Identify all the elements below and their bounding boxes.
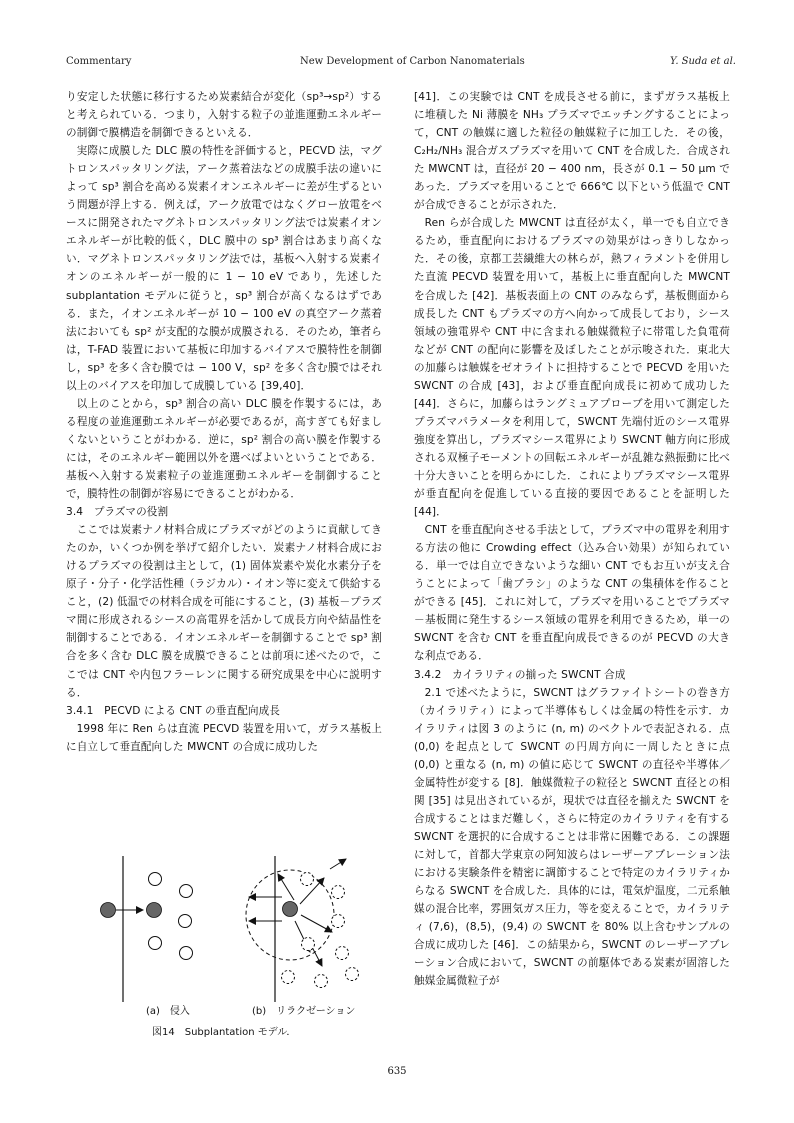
section-heading: 3.4.2 カイラリティの揃った SWCNT 合成	[414, 668, 626, 681]
running-header-center: New Development of Carbon Nanomaterials	[300, 56, 525, 67]
left-column	[66, 88, 382, 756]
paragraph: ここでは炭素ナノ材料合成にプラズマがどのように貢献してきたのか，いくつか例を挙げて紹介したい．炭素ナノ材料合成におけるプラズマの役割は主として，(1) 固体炭素や炭化水素分子を原子・分子・化学活性種（ラジカル）・イオン等に変えて供給すること，(2) 低温での材料合成を可能にすること，(3) 基板－プラズマ間に形成されるシースの高電界を活かして成長方向や結晶性を制御することである．イオンエネルギーを制御することで sp³ 割合を多く含む DLC 膜を成膜できることは前項に述べたので，ここでは CNT や内包フラーレンに関する研究成果を中心に説明する．	[66, 524, 382, 699]
paragraph: 2.1 で述べたように，SWCNT はグラファイトシートの巻き方（カイラリティ）によって半導体もしくは金属の特性を示す．カイラリティは図 3 のように (n, m) のベクトルで表記される．点 (0,0) を起点として SWCNT の円周方向に一周したときに点 (0,0) と重なる (n, m) の値に応じて SWCNT の直径や半導体／金属特性が変する [8]．触媒微粒子の粒径と SWCNT 直径との相関 [35] は見出されているが，現状では直径を揃えた SWCNT を合成することはまだ難しく，さらに特定のカイラリティを有する SWCNT を選択的に合成することは非常に困難である．この課題に対して，首都大学東京の阿知波らはレーザーアブレーション法における実験条件を精密に調節することで特定のカイラリティからなる SWCNT を合成した．具体的には，電気炉温度，二元系触媒の混合比率，雰囲気ガス圧力，等を変えることで，カイラリティ (7,6)，(8,5)，(9,4) の SWCNT を 80% 以上含むサンプルの合成に成功した [46]．この結果から，SWCNT のレーザーアブレーション合成において，SWCNT の前駆体である炭素が固溶した触媒金属微粒子が	[414, 686, 730, 988]
paragraph: 実際に成膜した DLC 膜の特性を評価すると，PECVD 法，マグトロンスパッタリング法，アーク蒸着法などの成膜手法の違いによって sp³ 割合を高める炭素イオンエネルギーに差が生ずるという問題が浮上する．例えば，アーク放電ではなくグロー放電をベースに開発されたマグネトロンスパッタリング法では炭素イオンエネルギーが比較的低く，DLC 膜中の sp³ 割合はあまり高くない．マグネトロンスパッタリング法では，基板へ入射する炭素イオンのエネルギーが一般的に 1 − 10 eV であり，先述した subplantation モデルに従うと，sp³ 割合が高くなるはずである．また，イオンエネルギーが 10 − 100 eV の真空アーク蒸着法においても sp² が支配的な膜が成膜される．そのため，筆者らは，T-FAD 装置において基板に印加するバイアスで膜特性を制御し，sp³ を多く含む膜では − 100 V，sp² を多く含む膜ではそれ以上のバイアスを印加して成膜している [39,40]．	[66, 145, 382, 392]
figure-label-b: (b) リラクゼーション	[252, 1006, 356, 1017]
paragraph: [41]．この実験では CNT を成長させる前に，まずガラス基板上に堆積した Ni 薄膜を NH₃ プラズマでエッチングすることによって，CNT の触媒に適した粒径の触媒粒子に加工した．その後，C₂H₂/NH₃ 混合ガスプラズマを用いて CNT を合成した．合成された MWCNT は，直径が 20 − 400 nm，長さが 0.1 − 50 µm であった．プラズマを用いることで 666℃ 以下という低温で CNT が合成できることが示された．	[414, 91, 730, 212]
paragraph: CNT を垂直配向させる手法として，プラズマ中の電界を利用する方法の他に Crowding effect（込み合い効果）が知られている．単一では自立できないような細い CNT でもお互いが支え合うことによって「歯ブラシ」のような CNT の集積体を作ることができる [45]．これに対して，プラズマを用いることでプラズマ－基板間に発生するシース領域の電界を利用できるため，単一の SWCNT を含む CNT を垂直配向成長できるのが PECVD の大きな利点である．	[414, 524, 730, 663]
panel-penetration	[101, 856, 193, 1002]
paragraph: Ren らが合成した MWCNT は直径が太く，単一でも自立できるため，垂直配向におけるプラズマの効果がはっきりしなかった．その後，京都工芸繊維大の林らが，熱フィラメントを併用した直流 PECVD 装置を用いて，基板上に垂直配向した MWCNT を合成した [42]．基板表面上の CNT のみならず，基板側面から成長した CNT もプラズマの方へ向かって成長しており，シース領域の強電界や CNT 中に含まれる触媒微粒子に帯電した負電荷などが CNT の配向に影響を及ぼしたことが示唆された．東北大の加藤らは触媒をゼオライトに担持することで PECVD を用いた SWCNT の合成 [43]，および垂直配向成長に初めて成功した [44]．さらに，加藤らはラングミュアプローブを用いて測定したプラズマパラメータを利用して，SWCNT 先端付近のシース電界強度を算出し，プラズマシース電界により SWCNT 軸方向に形成される双極子モーメントの回転エネルギーが乱雑な熱振動に比べ十分大きいことを明らかにした．これによりプラズマシース電界が垂直配向を促進している直接的要因であることを証明した [44]．	[414, 217, 730, 519]
right-column	[414, 88, 730, 990]
figure-label-a: (a) 侵入	[146, 1006, 190, 1017]
running-header-left: Commentary	[66, 56, 132, 67]
section-heading: 3.4.1 PECVD による CNT の垂直配向成長	[66, 704, 280, 717]
panel-relaxation	[246, 856, 359, 1002]
figure-caption: 図14 Subplantation モデル．	[152, 1027, 297, 1038]
figure-14	[66, 842, 392, 1042]
paragraph: 1998 年に Ren らは直流 PECVD 装置を用いて，ガラス基板上に自立して垂直配向した MWCNT の合成に成功した	[66, 722, 382, 753]
running-header-right: Y. Suda et al.	[670, 56, 736, 67]
subplantation-diagram	[66, 842, 392, 1012]
section-heading: 3.4 プラズマの役割	[66, 506, 169, 519]
paragraph: 以上のことから，sp³ 割合の高い DLC 膜を作製するには，ある程度の並進運動エネルギーが必要であるが，高すぎても好ましくないということがわかる．逆に，sp² 割合の高い膜を作製するには，そのエネルギー範囲以外を選べばよいということである．基板へ入射する炭素粒子の並進運動エネルギーを制御することで，膜特性の制御が容易にできることがわかる．	[66, 397, 382, 501]
paragraph: り安定した状態に移行するため炭素結合が変化（sp³→sp²）すると考えられている．つまり，入射する粒子の並進運動エネルギーの制御で膜構造を制御できるといえる．	[66, 91, 382, 140]
page-number: 635	[387, 1066, 407, 1077]
